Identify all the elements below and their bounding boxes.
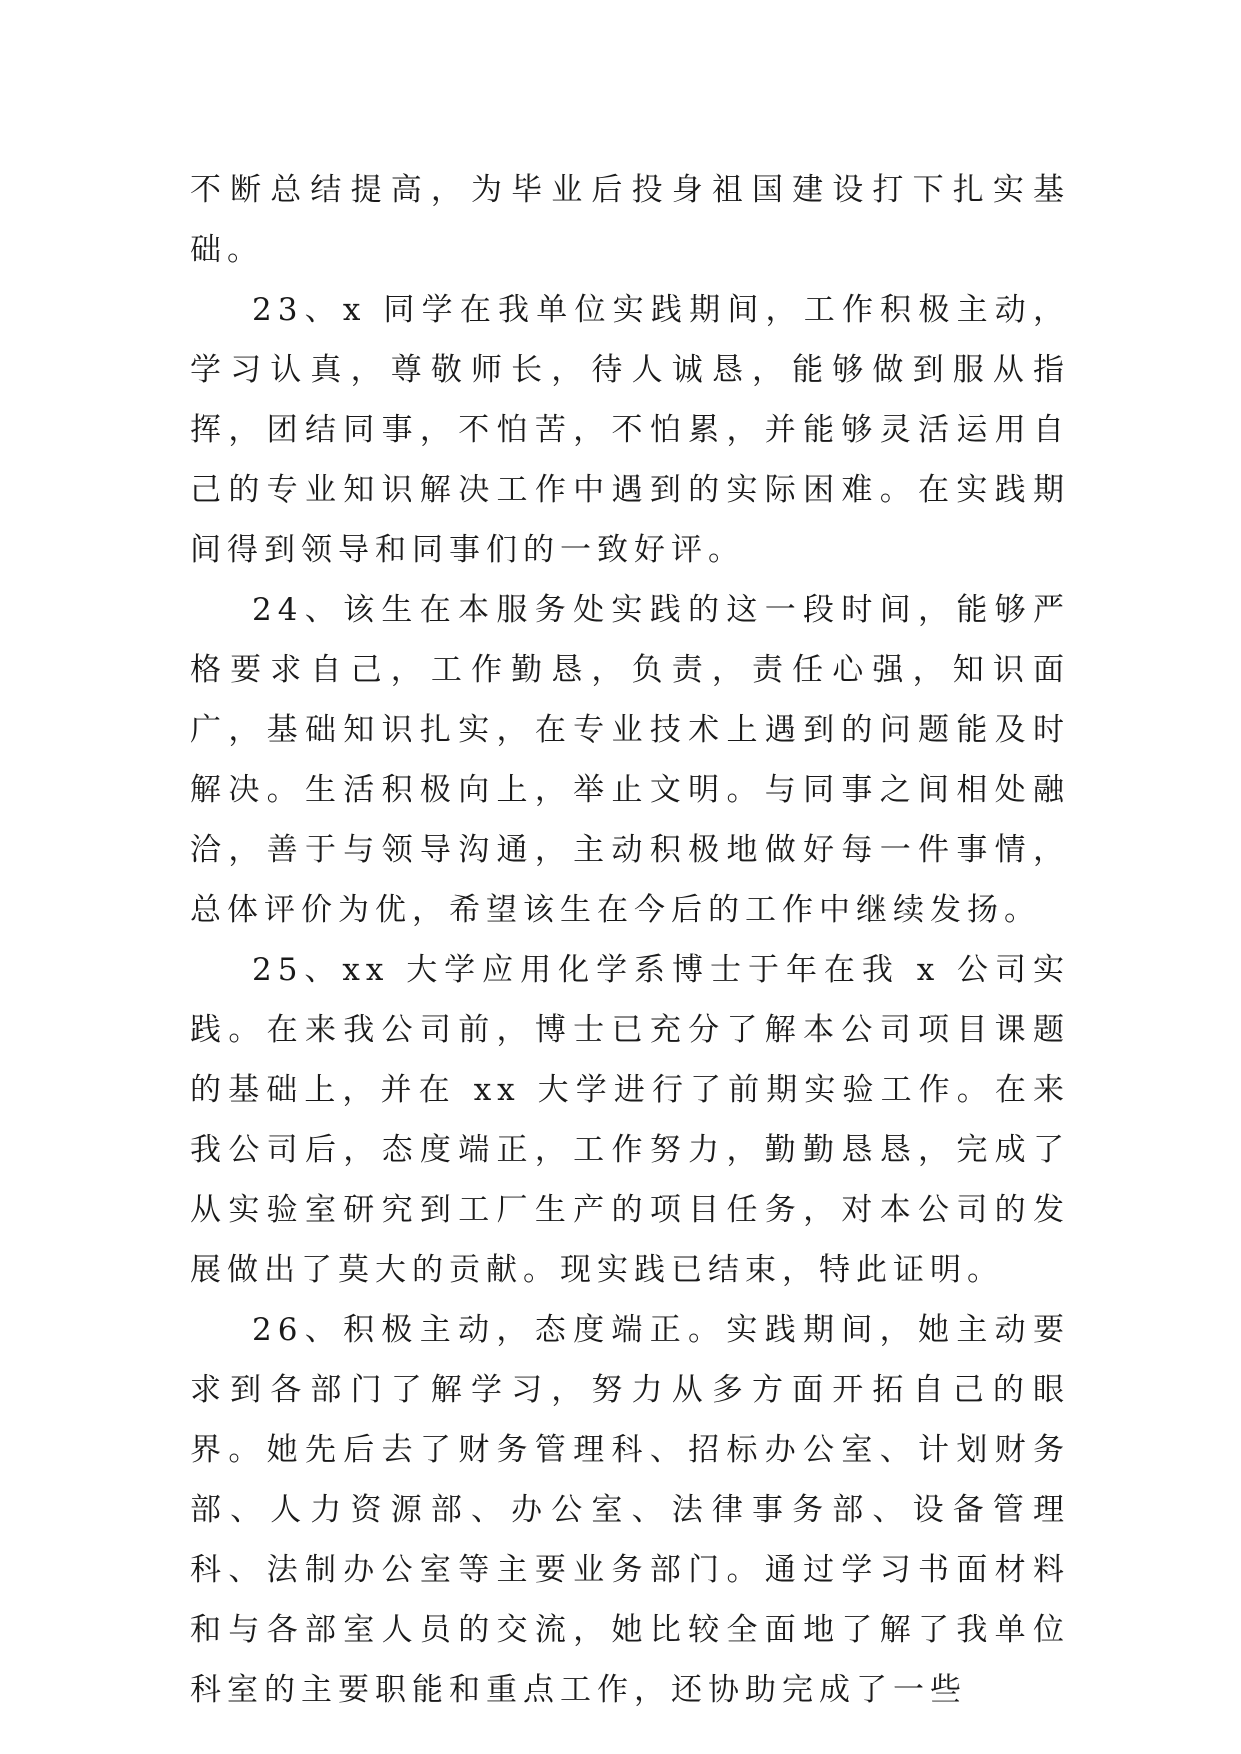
document-body: [190, 160, 1070, 1720]
paragraph-item-24: 24、该生在本服务处实践的这一段时间，能够严格要求自己，工作勤恳，负责，责任心强，知识面广，基础知识扎实，在专业技术上遇到的问题能及时解决。生活积极向上，举止文明。与同事之间相处融洽，善于与领导沟通，主动积极地做好每一件事情，总体评价为优，希望该生在今后的工作中继续发扬。: [190, 592, 1070, 928]
paragraph-continuation: 不断总结提高，为毕业后投身祖国建设打下扎实基础。: [190, 172, 1070, 268]
paragraph-item-23: 23、x 同学在我单位实践期间，工作积极主动，学习认真，尊敬师长，待人诚恳，能够做到服从指挥，团结同事，不怕苦，不怕累，并能够灵活运用自己的专业知识解决工作中遇到的实际困难。在实践期间得到领导和同事们的一致好评。: [190, 292, 1070, 568]
paragraph-item-25: 25、xx 大学应用化学系博士于年在我 x 公司实践。在来我公司前，博士已充分了解本公司项目课题的基础上，并在 xx 大学进行了前期实验工作。在来我公司后，态度端正，工作努力，勤勤恳恳，完成了从实验室研究到工厂生产的项目任务，对本公司的发展做出了莫大的贡献。现实践已结束，特此证明。: [190, 952, 1070, 1288]
paragraph-item-26: 26、积极主动，态度端正。实践期间，她主动要求到各部门了解学习，努力从多方面开拓自己的眼界。她先后去了财务管理科、招标办公室、计划财务部、人力资源部、办公室、法律事务部、设备管理科、法制办公室等主要业务部门。通过学习书面材料和与各部室人员的交流，她比较全面地了解了我单位科室的主要职能和重点工作，还协助完成了一些: [190, 1312, 1070, 1708]
